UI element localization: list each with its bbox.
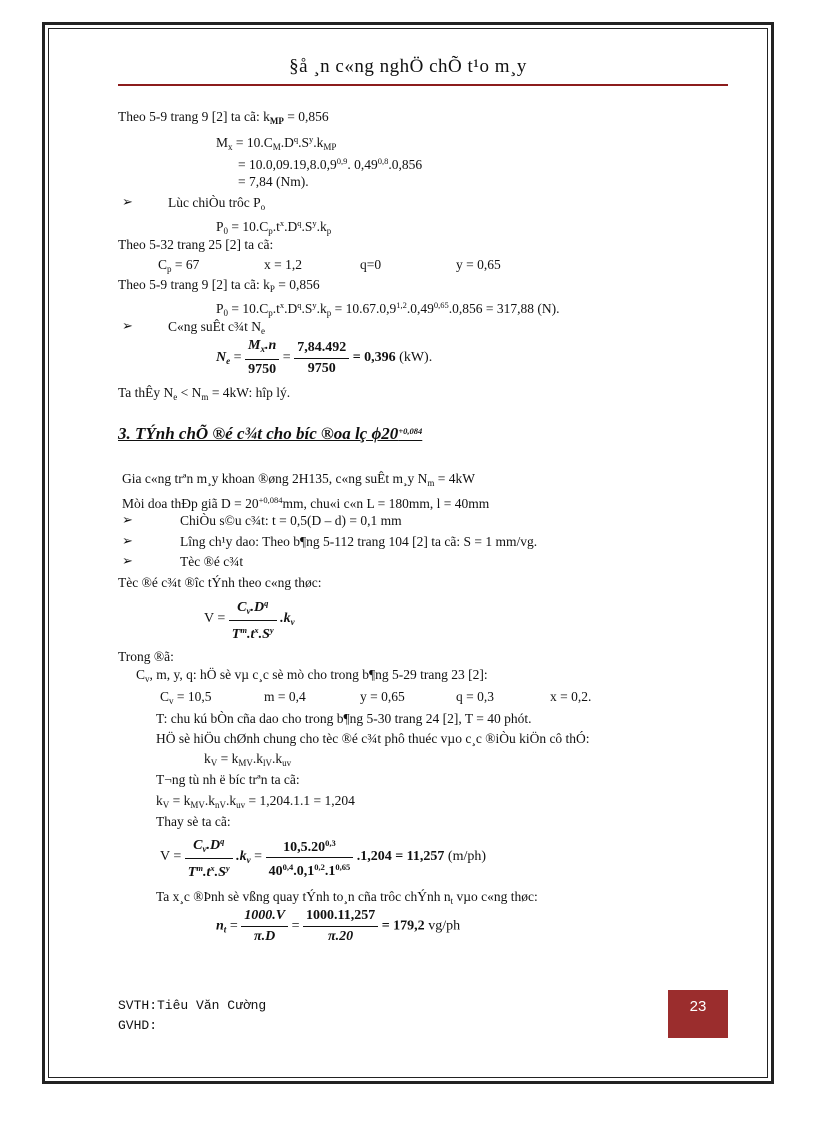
bullet-arrow-icon: ➢ — [122, 318, 133, 333]
coef-m: m = 0,4 — [264, 689, 306, 704]
text-line: Lùc chiÒu trôc $P_o$ — [168, 195, 266, 212]
formula-ne: $N_e$ = $\frac{M_x.n}{9750}$ = $\frac{7,84.492}{9750}$ = 0,396 (kW). — [216, 338, 433, 377]
bullet-arrow-icon: ➢ — [122, 512, 133, 527]
coef-q: q=0 — [360, 257, 382, 272]
text-line: Theo 5-32 trang 25 [2] ta cã: — [118, 237, 274, 252]
text-line: Ta thÊy $N_e < N_m = 4kW$: hîp lý. — [118, 385, 291, 402]
formula-mx: $M_x = 10.C_M.D^q.S^y.k_{MP}$ — [216, 134, 337, 152]
bullet-arrow-icon: ➢ — [122, 553, 133, 568]
coef-x: x = 1,2 — [264, 257, 302, 272]
coef-y: y = 0,65 — [456, 257, 501, 272]
formula-kv-calc: $k_V = k_{MV}.k_{nV}.k_{uv} = 1,204.1.1 = 1,204$ — [156, 793, 355, 810]
text-line: Mòi doa thÐp giã $D = 20^{+0,084}mm$, chu«i c«n L = 180mm, l = 40mm — [122, 495, 490, 511]
bullet-arrow-icon: ➢ — [122, 533, 133, 548]
footer-gvhd: GVHD: — [118, 1018, 158, 1033]
text-line: C«ng suÊt c¾t $N_e$ — [168, 319, 265, 336]
text-line: T: chu kú bÒn cña dao cho trong b¶ng 5-30 trang 24 [2], T = 40 phót. — [156, 711, 532, 726]
text-line: Ta x¸c ®Þnh sè vßng quay tÝnh to¸n cña trôc chÝnh $n_t$ vµo c«ng thøc: — [156, 889, 538, 906]
text-line: $C_v$, m, y, q: hÖ sè vµ c¸c sè mò cho trong b¶ng 5-29 trang 23 [2]: — [136, 667, 488, 684]
text-line: Tèc ®é c¾t — [180, 554, 244, 569]
text-line: Thay sè ta cã: — [156, 814, 231, 829]
coef-y: y = 0,65 — [360, 689, 405, 704]
formula-v-calc: V = $\frac{C_v.D^q}{T^m.t^x.S^y}$ $.k_v$ = $\frac{10,5.20^{0,3}}{40^{0,4}.0,1^{0,2}.1^{0,65}}$ .1,204 = 11,257 (m/ph) — [160, 832, 486, 882]
formula-mx-result: = 7,84 (Nm). — [238, 174, 309, 189]
text-line: Tèc ®é c¾t ®îc tÝnh theo c«ng thøc: — [118, 575, 322, 590]
footer-svth: SVTH:Tiêu Văn Cường — [118, 998, 267, 1013]
page-header-title: §å ¸n c«ng nghÖ chÕ t¹o m¸y — [289, 56, 527, 77]
section-heading: 3. TÝnh chÕ ®é c¾t cho bíc ®oa lç $\phi 20^{+0,084}$ — [118, 424, 423, 443]
coef-q: q = 0,3 — [456, 689, 494, 704]
text-line: Trong ®ã: — [118, 649, 174, 664]
formula-v: V = $\frac{C_v.D^q}{T^m.t^x.S^y}$ $.k_v$ — [204, 594, 295, 644]
coef-cp: $C_p = 67$ — [158, 257, 200, 274]
coef-cv: $C_v = 10,5$ — [160, 689, 212, 706]
bullet-arrow-icon: ➢ — [122, 194, 133, 209]
formula-p0-calc: $P_0 = 10.C_p.t^x.D^q.S^y.k_p = 10.67.0,9^{1,2}.0,49^{0,65}.0,856 = 317,88$ (N). — [216, 300, 560, 318]
header-rule — [118, 84, 728, 86]
text-line: Theo 5-9 trang 9 [2] ta cã: $k_P = 0,856$ — [118, 277, 320, 294]
page-number: 23 — [668, 990, 728, 1038]
text-line: ChiÒu s©u c¾t: t = 0,5(D – d) = 0,1 mm — [180, 513, 402, 528]
formula-nt: $n_t$ = $\frac{1000.V}{\pi.D}$ = $\frac{1000.11,257}{\pi.20}$ = 179,2 vg/ph — [216, 908, 461, 944]
formula-mx-subst: = $10.0,09.19,8.0,9^{0,9}$. 0,49$^{0,8}$.0,856 — [238, 156, 423, 172]
formula-kv: $k_V = k_{MV}.k_{lV}.k_{uv}$ — [204, 751, 292, 768]
formula-p0: $P_0 = 10.C_p.t^x.D^q.S^y.k_p$ — [216, 218, 332, 236]
text-line: HÖ sè hiÖu chØnh chung cho tèc ®é c¾t phô thuéc vµo c¸c ®iÒu kiÖn cô thÓ: — [156, 731, 590, 746]
coef-x: x = 0,2. — [550, 689, 592, 704]
text-line: T¬ng tù nh ë bíc trªn ta cã: — [156, 772, 300, 787]
text-line: Gia c«ng trªn m¸y khoan ®øng 2H135, c«ng suÊt m¸y $N_m = 4kW$ — [122, 471, 475, 488]
text-line: Lîng ch¹y dao: Theo b¶ng 5-112 trang 104 [2] ta cã: S = 1 mm/vg. — [180, 534, 538, 549]
text-line: Theo 5-9 trang 9 [2] ta cã: $k_{MP} = 0,856$ — [118, 109, 329, 126]
